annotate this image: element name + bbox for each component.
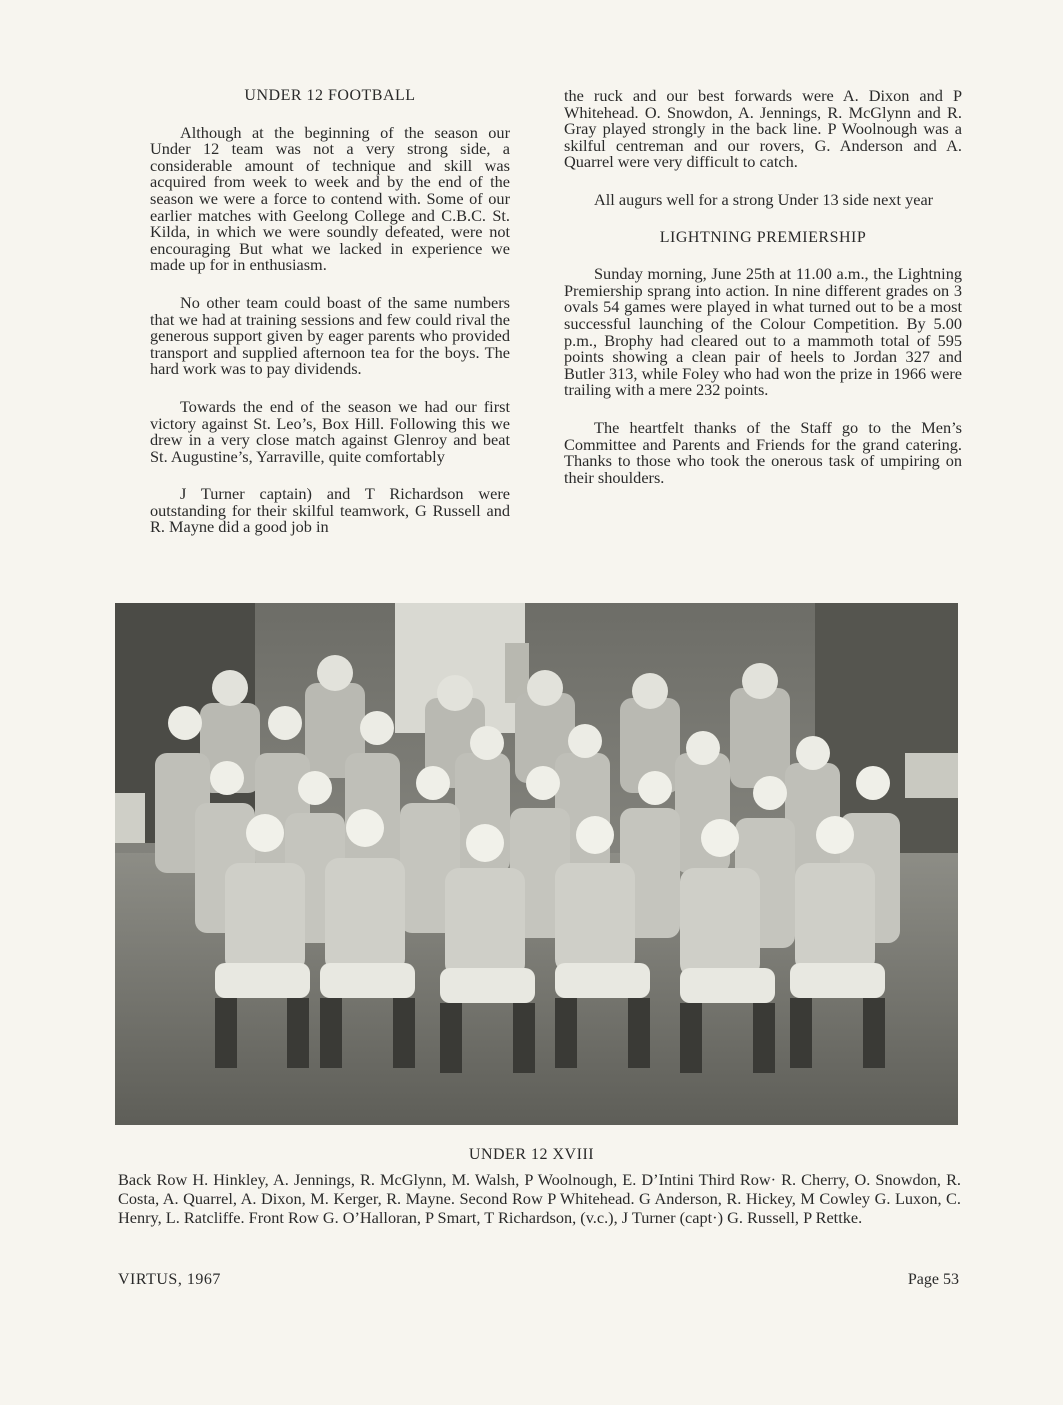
article-paragraph-continued: the ruck and our best forwards were A. Dixon and P Whitehead. O. Snowdon, A. Jennings, R. McGlynn and R. Gray played strongly in the back line. P Woolnough was a skilful centreman and our rovers, G. Anderson and A. Quarrel were very difficult to catch. [564,86,962,172]
team-photo-illustration [115,603,958,1125]
left-column [150,88,510,557]
photo-caption: Back Row H. Hinkley, A. Jennings, R. McGlynn, M. Walsh, P Woolnough, E. D’Intini Third Row· R. Cherry, O. Snowdon, R. Costa, A. Quarrel, A. Dixon, M. Kerger, R. Mayne. Second Row P Whitehead. G Anderson, R. Hickey, M Cowley G. Luxon, C. Henry, L. Ratcliffe. Front Row G. O’Halloran, P Smart, T Richardson, (v.c.), J Turner (capt·) G. Russell, P Rettke. [118,1170,961,1227]
article-heading-under-12-football: UNDER 12 FOOTBALL [244,87,416,104]
article-paragraph: All augurs well for a strong Under 13 side next year [594,189,934,209]
article-paragraph: Towards the end of the season we had our first victory against St. Leo’s, Box Hill. Following this we drew in a very close match against Glenroy and beat St. Augustine’s, Yarraville, quite comfortably [150,396,510,466]
publication-footer: VIRTUS, 1967 [118,1271,221,1288]
photo-caption-title: UNDER 12 XVIII [468,1146,595,1163]
page-number: Page 53 [907,1271,959,1288]
right-column [564,88,962,507]
article-paragraph: No other team could boast of the same numbers that we had at training sessions and few could rival the generous support given by eager parents who provided transport and supplied afternoon tea for the boys. The hard work was to pay dividends. [150,292,510,379]
article-paragraph: The heartfelt thanks of the Staff go to the Men’s Committee and Parents and Friends for the grand catering. Thanks to those who took the onerous task of umpiring on their shoulders. [564,417,962,487]
team-photograph [115,603,958,1125]
article-paragraph: J Turner captain) and T Richardson were outstanding for their skilful teamwork, G Russell and R. Mayne did a good job in [150,484,510,537]
article-paragraph: Although at the beginning of the season our Under 12 team was not a very strong side, a considerable amount of technique and skill was acquired from week to week and by the end of the season we were a force to contend with. Some of our earlier matches with Geelong College and C.B.C. St. Kilda, in which we were soundly defeated, were not encouraging But what we lacked in experience we made up for in enthusiasm. [150,122,510,275]
article-heading-lightning-premiership: LIGHTNING PREMIERSHIP [659,228,867,246]
article-paragraph: Sunday morning, June 25th at 11.00 a.m., the Lightning Premiership sprang into action. In nine different grades on 3 ovals 54 games were played in what turned out to be a most successful launching of the Colour Competition. By 5.00 p.m., Brophy had cleared out to a mammoth total of 595 points showing a clean pair of heels to Jordan 327 and Butler 313, while Foley who had won the prize in 1966 were trailing with a mere 232 points. [564,264,962,400]
